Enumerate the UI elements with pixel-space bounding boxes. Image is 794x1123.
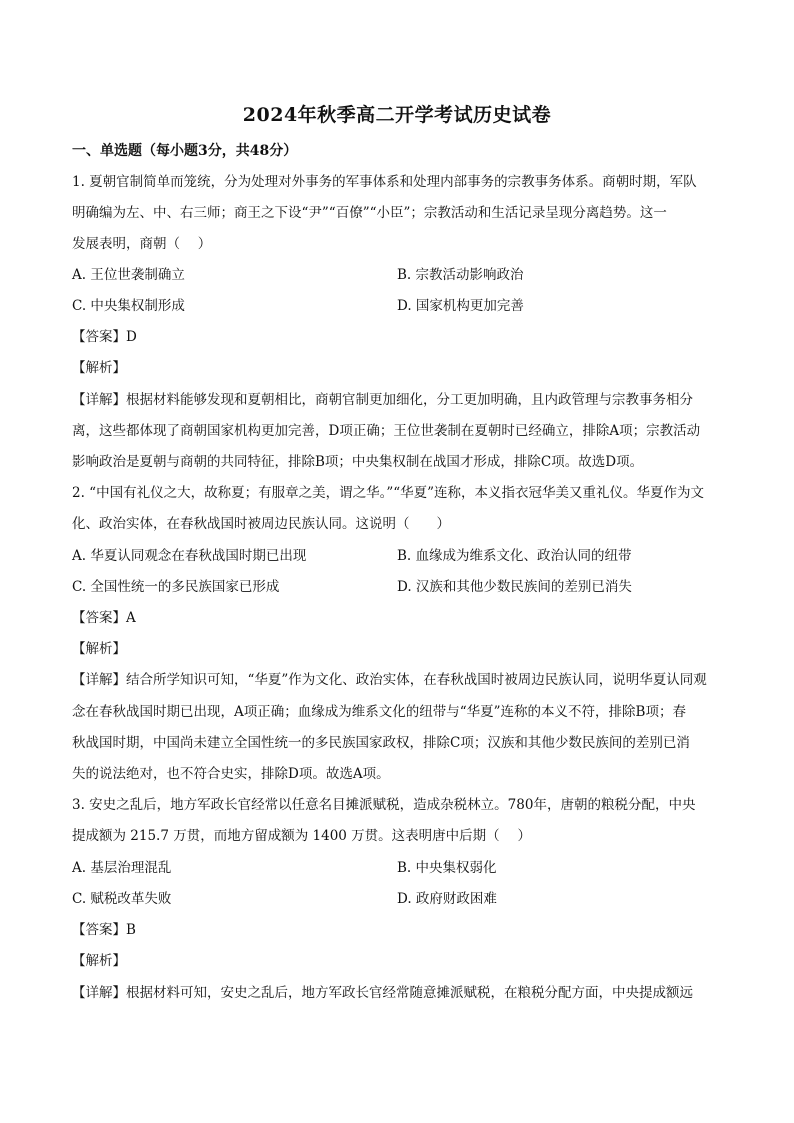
q1-stem-line-1: 1. 夏朝官制简单而笼统，分为处理对外事务的军事体系和处理内部事务的宗教事务体系。商朝时期，军队 <box>72 174 697 190</box>
q3-analysis-label: 【解析】 <box>72 953 126 969</box>
page-title: 2024年秋季高二开学考试历史试卷 <box>242 104 552 126</box>
q1-option-d: D. 国家机构更加完善 <box>397 298 524 314</box>
q1-detail-line-1: 【详解】根据材料能够发现和夏朝相比，商朝官制更加细化，分工更加明确，且内政管理与宗教事务相分 <box>72 392 693 408</box>
q1-option-b: B. 宗教活动影响政治 <box>397 267 524 283</box>
q2-option-b: B. 血缘成为维系文化、政治认同的纽带 <box>397 548 632 564</box>
q1-stem-line-3: 发展表明，商朝（ ） <box>72 236 212 252</box>
q2-stem-line-1: 2. “中国有礼仪之大，故称夏；有服章之美，谓之华。”“华夏”连称，本义指衣冠华美又重礼仪。华夏作为文 <box>72 485 705 501</box>
q2-option-a: A. 华夏认同观念在春秋战国时期已出现 <box>72 548 307 564</box>
q3-option-b: B. 中央集权弱化 <box>397 860 497 876</box>
q1-stem-line-2: 明确编为左、中、右三师；商王之下设“尹”“百僚”“小臣”；宗教活动和生活记录呈现分离趋势。这一 <box>72 205 667 221</box>
section-heading: 一、单选题（每小题3分，共48分） <box>72 143 298 159</box>
q1-detail-line-3: 影响政治是夏朝与商朝的共同特征，排除B项；中央集权制在战国才形成，排除C项。故选D项。 <box>72 454 644 470</box>
q2-stem-line-2: 化、政治实体，在春秋战国时被周边民族认同。这说明（ ） <box>72 516 450 532</box>
q2-option-d: D. 汉族和其他少数民族间的差别已消失 <box>397 579 632 595</box>
q3-detail-line-1: 【详解】根据材料可知，安史之乱后，地方军政长官经常随意摊派赋税，在粮税分配方面，中央提成额远 <box>72 985 693 1001</box>
q3-option-a: A. 基层治理混乱 <box>72 860 172 876</box>
q2-option-c: C. 全国性统一的多民族国家已形成 <box>72 579 280 595</box>
q2-answer: 【答案】A <box>72 610 136 626</box>
q3-answer: 【答案】B <box>72 922 136 938</box>
q2-detail-line-4: 失的说法绝对，也不符合史实，排除D项。故选A项。 <box>72 766 390 782</box>
q1-option-a: A. 王位世袭制确立 <box>72 267 185 283</box>
q3-stem-line-2: 提成额为 215.7 万贯，而地方留成额为 1400 万贯。这表明唐中后期（ ） <box>72 828 531 844</box>
q2-analysis-label: 【解析】 <box>72 641 126 657</box>
q1-answer: 【答案】D <box>72 329 137 345</box>
q1-analysis-label: 【解析】 <box>72 360 126 376</box>
q3-stem-line-1: 3. 安史之乱后，地方军政长官经常以任意名目摊派赋税，造成杂税林立。780年，唐朝的粮税分配，中央 <box>72 797 696 813</box>
q3-option-d: D. 政府财政困难 <box>397 891 497 907</box>
q3-option-c: C. 赋税改革失败 <box>72 891 172 907</box>
q2-detail-line-1: 【详解】结合所学知识可知，“华夏”作为文化、政治实体，在春秋战国时被周边民族认同，说明华夏认同观 <box>72 672 707 688</box>
q1-option-c: C. 中央集权制形成 <box>72 298 185 314</box>
q2-detail-line-2: 念在春秋战国时期已出现，A项正确；血缘成为维系文化的纽带与“华夏”连称的本义不符，排除B项；春 <box>72 704 686 720</box>
q1-detail-line-2: 离，这些都体现了商朝国家机构更加完善，D项正确；王位世袭制在夏朝时已经确立，排除A项；宗教活动 <box>72 423 701 439</box>
q2-detail-line-3: 秋战国时期，中国尚未建立全国性统一的多民族国家政权，排除C项；汉族和其他少数民族间的差别已消 <box>72 735 690 751</box>
